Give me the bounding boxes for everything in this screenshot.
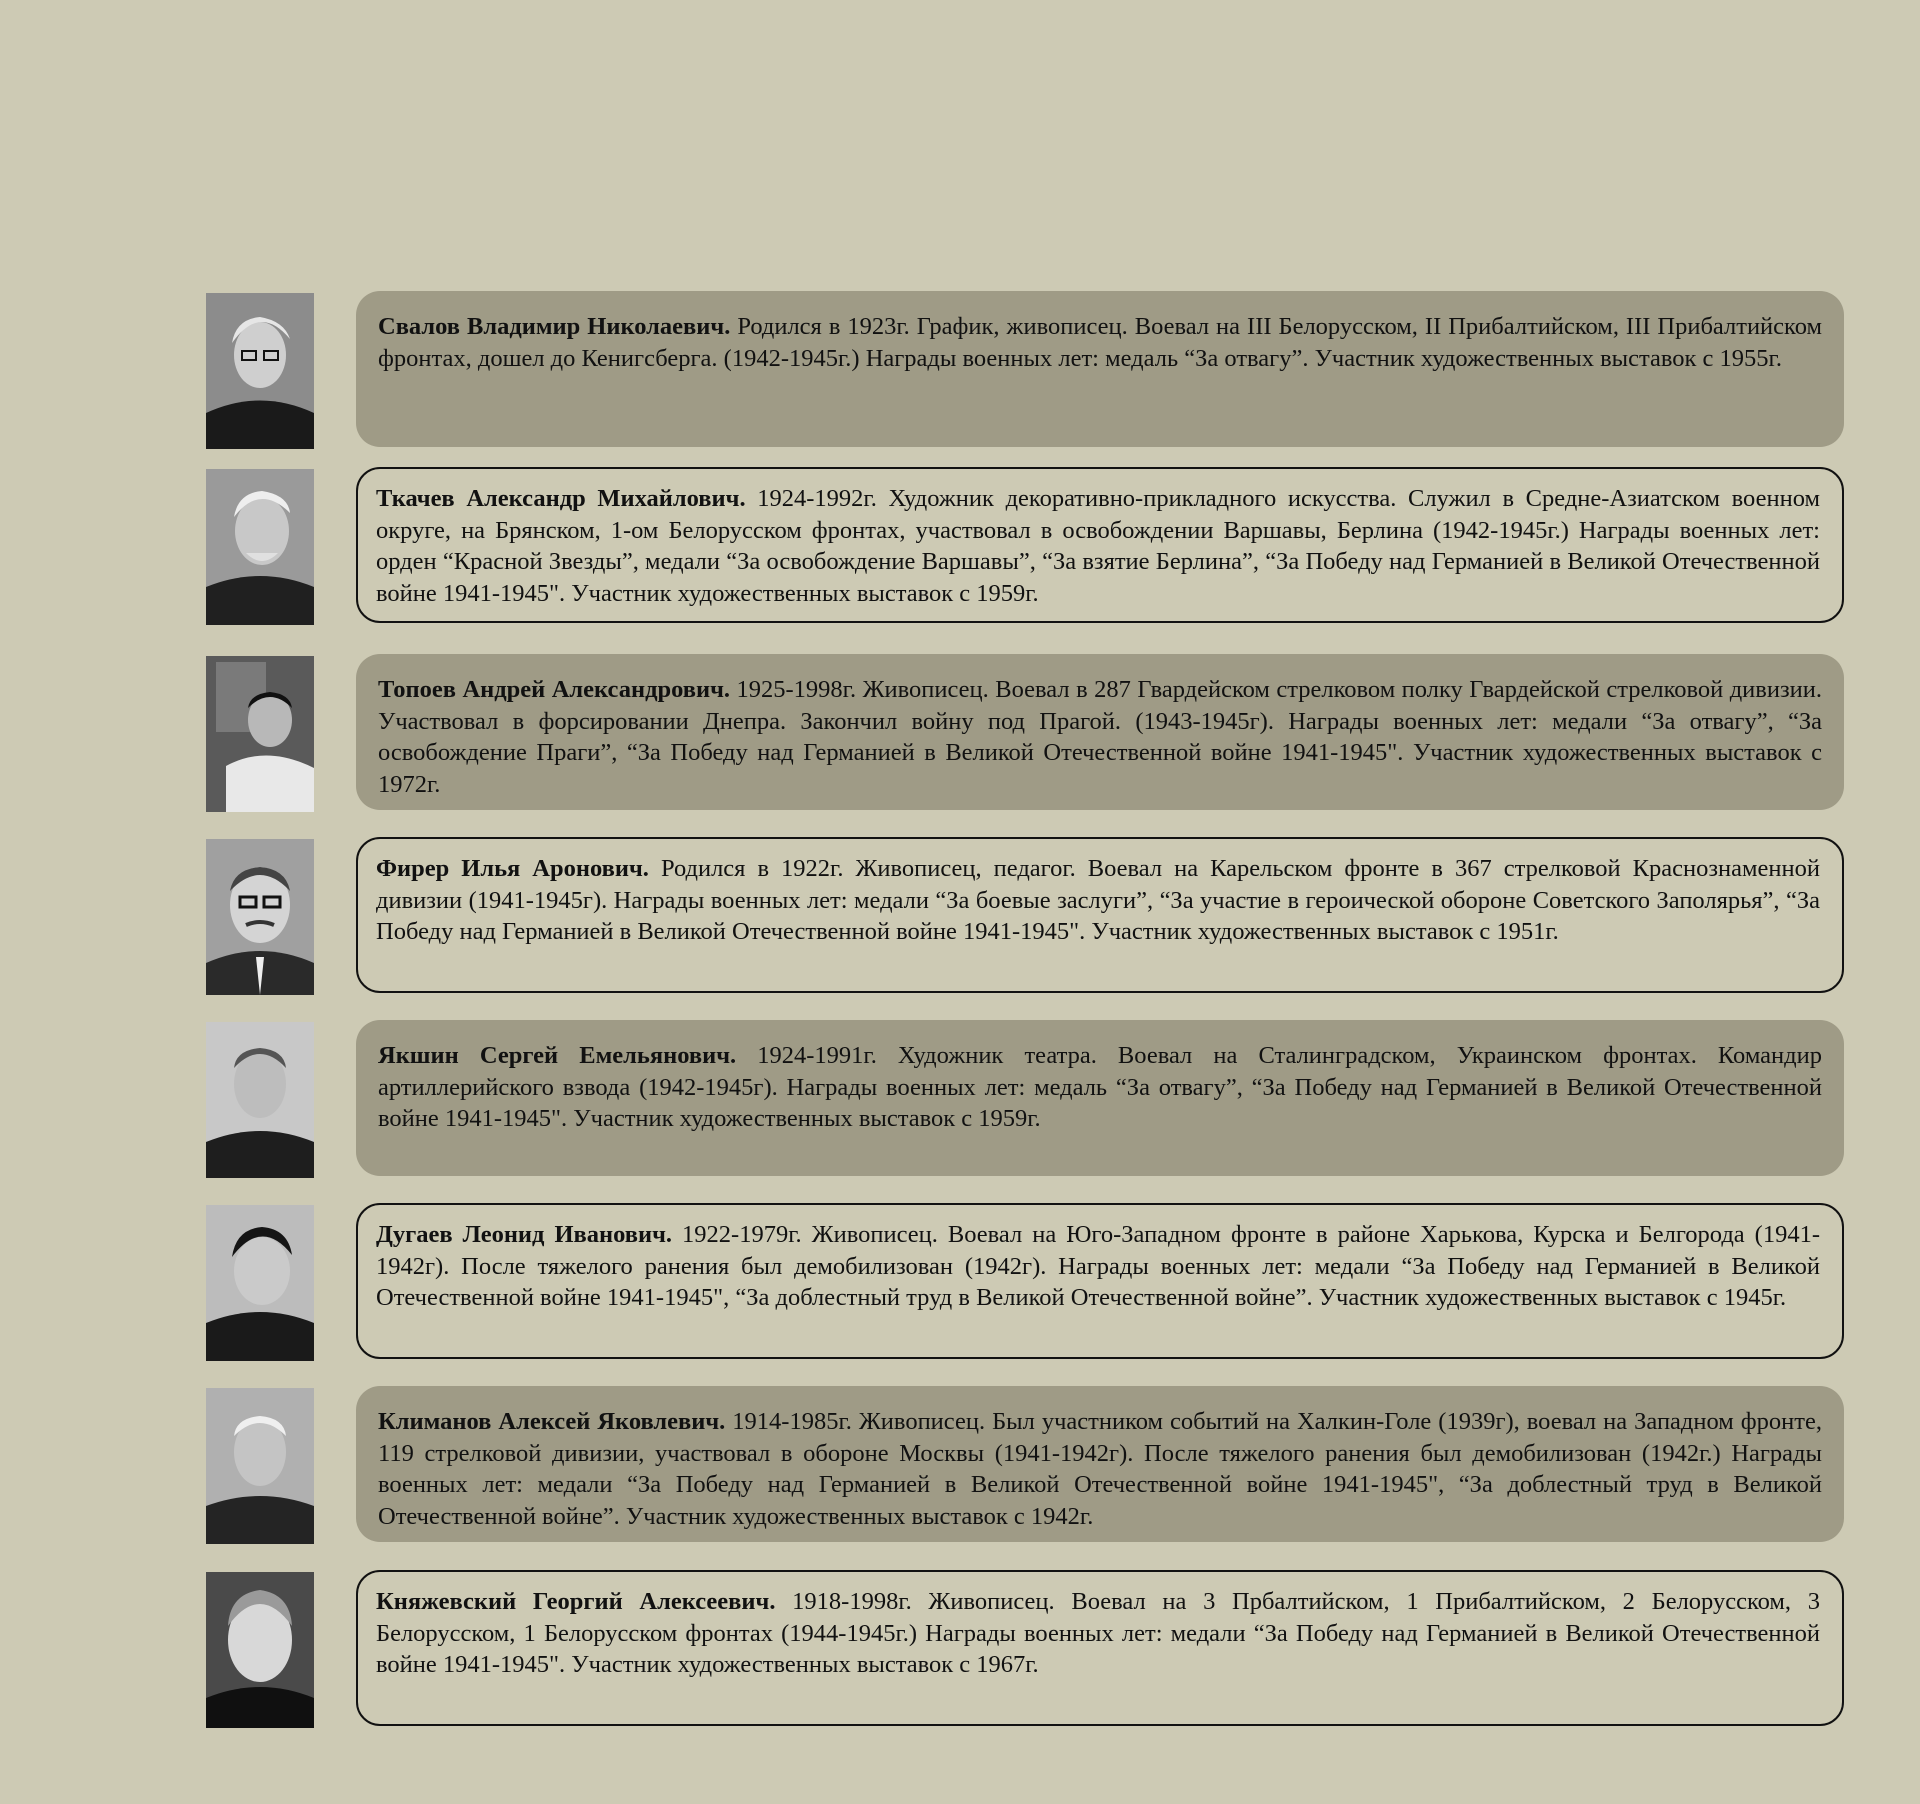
artist-entry (206, 1020, 1844, 1178)
artist-entry (206, 1203, 1844, 1361)
artist-bio: Родился в 1922г. Живописец, педагог. Воевал на Карельском фронте в 367 стрелковой Краснознаменной дивизии (1941-1945г). Награды военных лет: медали “За боевые заслуги”, “За участие в героической обороне Советского Заполярья”, “За Победу над Германией в Великой Отечественной войне 1941-1945". Участник художественных выставок с 1951г. (376, 855, 1820, 945)
artist-entry (206, 1386, 1844, 1544)
artist-bio: 1918-1998г. Живописец. Воевал на 3 Прбалтийском, 1 Прибалтийском, 2 Белорусском, 3 Белорусском, 1 Белорусском фронтах (1944-1945г.) Награды военных лет: медали “За Победу над Германией в Великой Отечественной войне 1941-1945". Участник художественных выставок с 1967г. (376, 1588, 1820, 1678)
artist-entry (206, 467, 1844, 625)
portrait-icon (206, 1022, 314, 1178)
artist-bio: 1914-1985г. Живописец. Был участником событий на Халкин-Голе (1939г), воевал на Западном фронте, 119 стрелковой дивизии, участвовал в обороне Москвы (1941-1942г). После тяжелого ранения был демобилизован (1942г.) Награды военных лет: медали “За Победу над Германией в Великой Отечественной войне 1941-1945", “За доблестный труд в Великой Отечественной войне”. Участник художественных выставок с 1942г. (378, 1408, 1822, 1530)
portrait-icon (206, 469, 314, 625)
artist-name: Ткачев Александр Михайлович. (376, 485, 746, 512)
portrait-icon (206, 1205, 314, 1361)
artist-card (356, 1386, 1844, 1542)
artist-card (356, 291, 1844, 447)
artist-card (356, 1020, 1844, 1176)
artist-name: Фирер Илья Аронович. (376, 855, 649, 882)
artist-name: Климанов Алексей Яковлевич. (378, 1408, 726, 1435)
portrait-photo (206, 469, 314, 625)
artist-card (356, 837, 1844, 993)
portrait-icon (206, 839, 314, 995)
artist-bio: 1924-1991г. Художник театра. Воевал на Сталинградском, Украинском фронтах. Командир артиллерийского взвода (1942-1945г). Награды военных лет: медаль “За отвагу”, “За Победу над Германией в Великой Отечественной войне 1941-1945". Участник художественных выставок с 1959г. (378, 1042, 1822, 1132)
portrait-photo (206, 1022, 314, 1178)
portrait-photo (206, 839, 314, 995)
portrait-icon (206, 1388, 314, 1544)
artist-name: Княжевский Георгий Алексеевич. (376, 1588, 776, 1615)
artist-name: Якшин Сергей Емельянович. (378, 1042, 737, 1069)
artist-entry (206, 1570, 1844, 1728)
artist-card (356, 1203, 1844, 1359)
portrait-icon (206, 656, 314, 812)
artist-bio: 1922-1979г. Живописец. Воевал на Юго-Западном фронте в районе Харькова, Курска и Белгорода (1941-1942г). После тяжелого ранения был демобилизован (1942г). Награды военных лет: медали “За Победу над Германией в Великой Отечественной войне 1941-1945", “За доблестный труд в Великой Отечественной войне”. Участник художественных выставок с 1945г. (376, 1221, 1820, 1311)
portrait-photo (206, 1205, 314, 1361)
portrait-photo (206, 293, 314, 449)
artist-name: Топоев Андрей Александрович. (378, 676, 731, 703)
artist-bio: Родился в 1923г. График, живописец. Воевал на III Белорусском, II Прибалтийском, III Прибалтийском фронтах, дошел до Кенигсберга. (1942-1945г.) Награды военных лет: медаль “За отвагу”. Участник художественных выставок с 1955г. (378, 313, 1822, 372)
artist-entry (206, 837, 1844, 995)
portrait-photo (206, 1572, 314, 1728)
portrait-photo (206, 1388, 314, 1544)
artist-entry (206, 654, 1844, 812)
artist-bio: 1924-1992г. Художник декоративно-прикладного искусства. Служил в Средне-Азиатском военном округе, на Брянском, 1-ом Белорусском фронтах, участвовал в освобождении Варшавы, Берлина (1942-1945г.) Награды военных лет: орден “Красной Звезды”, медали “За освобождение Варшавы”, “За взятие Берлина”, “За Победу над Германией в Великой Отечественной войне 1941-1945". Участник художественных выставок с 1959г. (376, 485, 1820, 607)
artist-bio: 1925-1998г. Живописец. Воевал в 287 Гвардейском стрелковом полку Гвардейской стрелковой дивизии. Участвовал в форсировании Днепра. Закончил войну под Прагой. (1943-1945г). Награды военных лет: медали “За отвагу”, “За освобождение Праги”, “За Победу над Германией в Великой Отечественной войне 1941-1945". Участник художественных выставок с 1972г. (378, 676, 1822, 798)
artist-name: Дугаев Леонид Иванович. (376, 1221, 673, 1248)
artist-name: Свалов Владимир Николаевич. (378, 313, 731, 340)
portrait-icon (206, 293, 314, 449)
artist-card (356, 1570, 1844, 1726)
artist-card (356, 654, 1844, 810)
artist-entry (206, 291, 1844, 449)
artist-card (356, 467, 1844, 623)
portrait-icon (206, 1572, 314, 1728)
portrait-photo (206, 656, 314, 812)
